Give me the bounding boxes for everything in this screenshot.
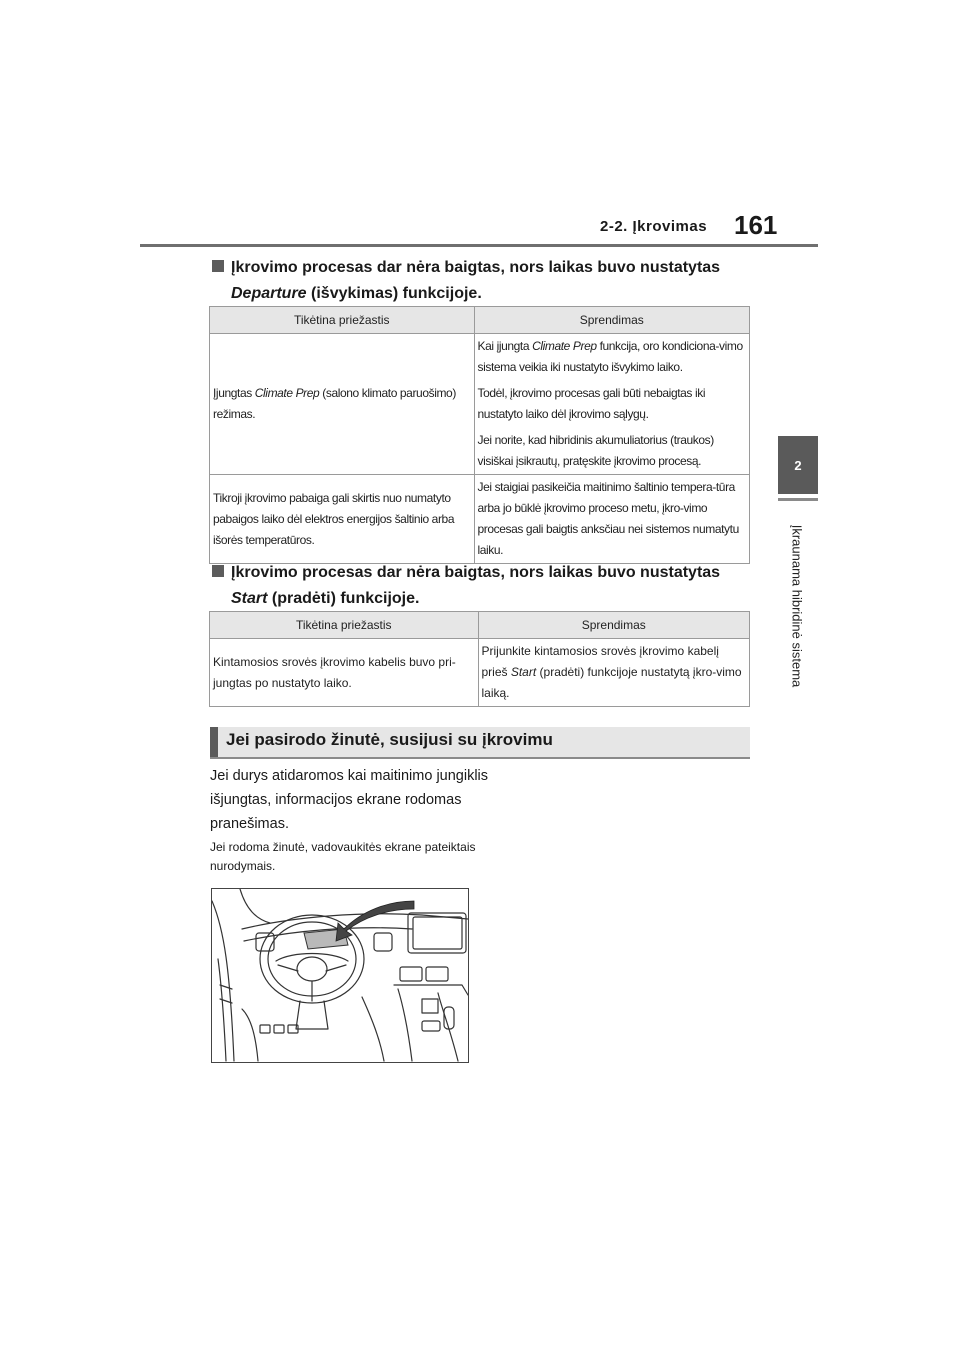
solution-text-continued: funkcija, oro kondiciona-vimo sistema veikia iki nustatyto išvykimo laiko. [477,339,743,374]
start-troubleshooting-table [209,611,750,707]
heading-rest: (pradėti) funkcijoje. [267,590,420,607]
column-header-cause: Tikėtina priežastis [210,612,479,639]
solution-text: Kai įjungta [477,339,533,353]
column-header-solution: Sprendimas [478,612,750,639]
body-paragraph: Jei durys atidaromos kai maitinimo jungiklis išjungtas, informacijos ekrane rodomas pranešimas. [210,768,489,832]
heading-rest: (išvykimas) funkcijoje. [306,285,482,302]
section-band-marker [210,727,218,757]
table-row [210,475,750,564]
note-paragraph: Jei rodoma žinutė, vadovaukitės ekrane pateiktais nurodymais. [210,840,476,873]
table-row [210,639,750,707]
header-section-title: 2-2. Įkrovimas [600,218,708,235]
cause-italic-term: Climate Prep [254,386,320,400]
section-heading-start [212,560,772,612]
square-bullet-icon [212,565,224,577]
heading-italic-term: Start [231,590,268,607]
table-header-row [210,307,750,334]
table-row [210,334,750,475]
heading-text-continued [212,586,772,612]
table-cell-solution [478,639,750,707]
solution-paragraph [478,336,747,378]
solution-paragraph: Jei norite, kad hibridinis akumuliatorius (traukos) visiškai įsikrautų, pratęskite įkrovimo procesą. [477,433,714,468]
cause-text: Įjungtas [213,386,255,400]
cause-text-continued: (salono klimato paruošimo) režimas. [213,386,456,421]
heading-text-continued [212,281,772,307]
section-heading-departure [212,255,772,307]
square-bullet-icon [212,260,224,272]
heading-text: Įkrovimo procesas dar nėra baigtas, nors laikas buvo nustatytas [231,564,721,581]
header-divider [140,244,818,247]
table-header-row [210,612,750,639]
section-title: Jei pasirodo žinutė, susijusi su įkrovimu [226,730,553,749]
departure-troubleshooting-table [209,306,750,564]
section-band [210,727,750,759]
heading-italic-term: Departure [231,285,307,302]
page-number: 161 [734,210,778,240]
chapter-tab: 2 [778,436,818,494]
solution-italic-term: Climate Prep [532,339,597,353]
table-cell-cause: Kintamosios srovės įkrovimo kabelis buvo pri-jungtas po nustatyto laiko. [210,639,479,707]
table-cell-solution [474,334,750,475]
solution-italic-term: Start [510,665,537,679]
solution-text: Prijunkite kintamosios srovės įkrovimo kabelį prieš [481,644,719,679]
chapter-title: Įkraunama hibridinė sistema [789,524,805,688]
column-header-cause: Tikėtina priežastis [210,307,475,334]
solution-text-continued: (pradėti) funkcijoje nustatytą įkro-vimo laiką. [481,665,742,700]
table-cell-cause [210,334,475,475]
solution-paragraph: Todėl, įkrovimo procesas gali būti nebaigtas iki nustatyto laiko dėl įkrovimo sąlygų. [477,386,706,421]
dashboard-drawing [212,889,468,1062]
chapter-label-container [782,508,812,704]
dashboard-illustration [211,888,469,1063]
table-cell-cause: Tikroji įkrovimo pabaiga gali skirtis nuo numatyto pabaigos laiko dėl elektros energijos šaltinio arba išorės temperatūros. [210,475,475,564]
heading-text: Įkrovimo procesas dar nėra baigtas, nors laikas buvo nustatytas [231,259,721,276]
chapter-tab-divider [778,498,818,501]
table-cell-solution: Jei staigiai pasikeičia maitinimo šaltinio tempera-tūra arba jo būklė įkrovimo proceso metu, įkro-vimo procesas gali baigtis anksčiau nei sistemos numatytu laiku. [474,475,750,564]
column-header-solution: Sprendimas [474,307,750,334]
